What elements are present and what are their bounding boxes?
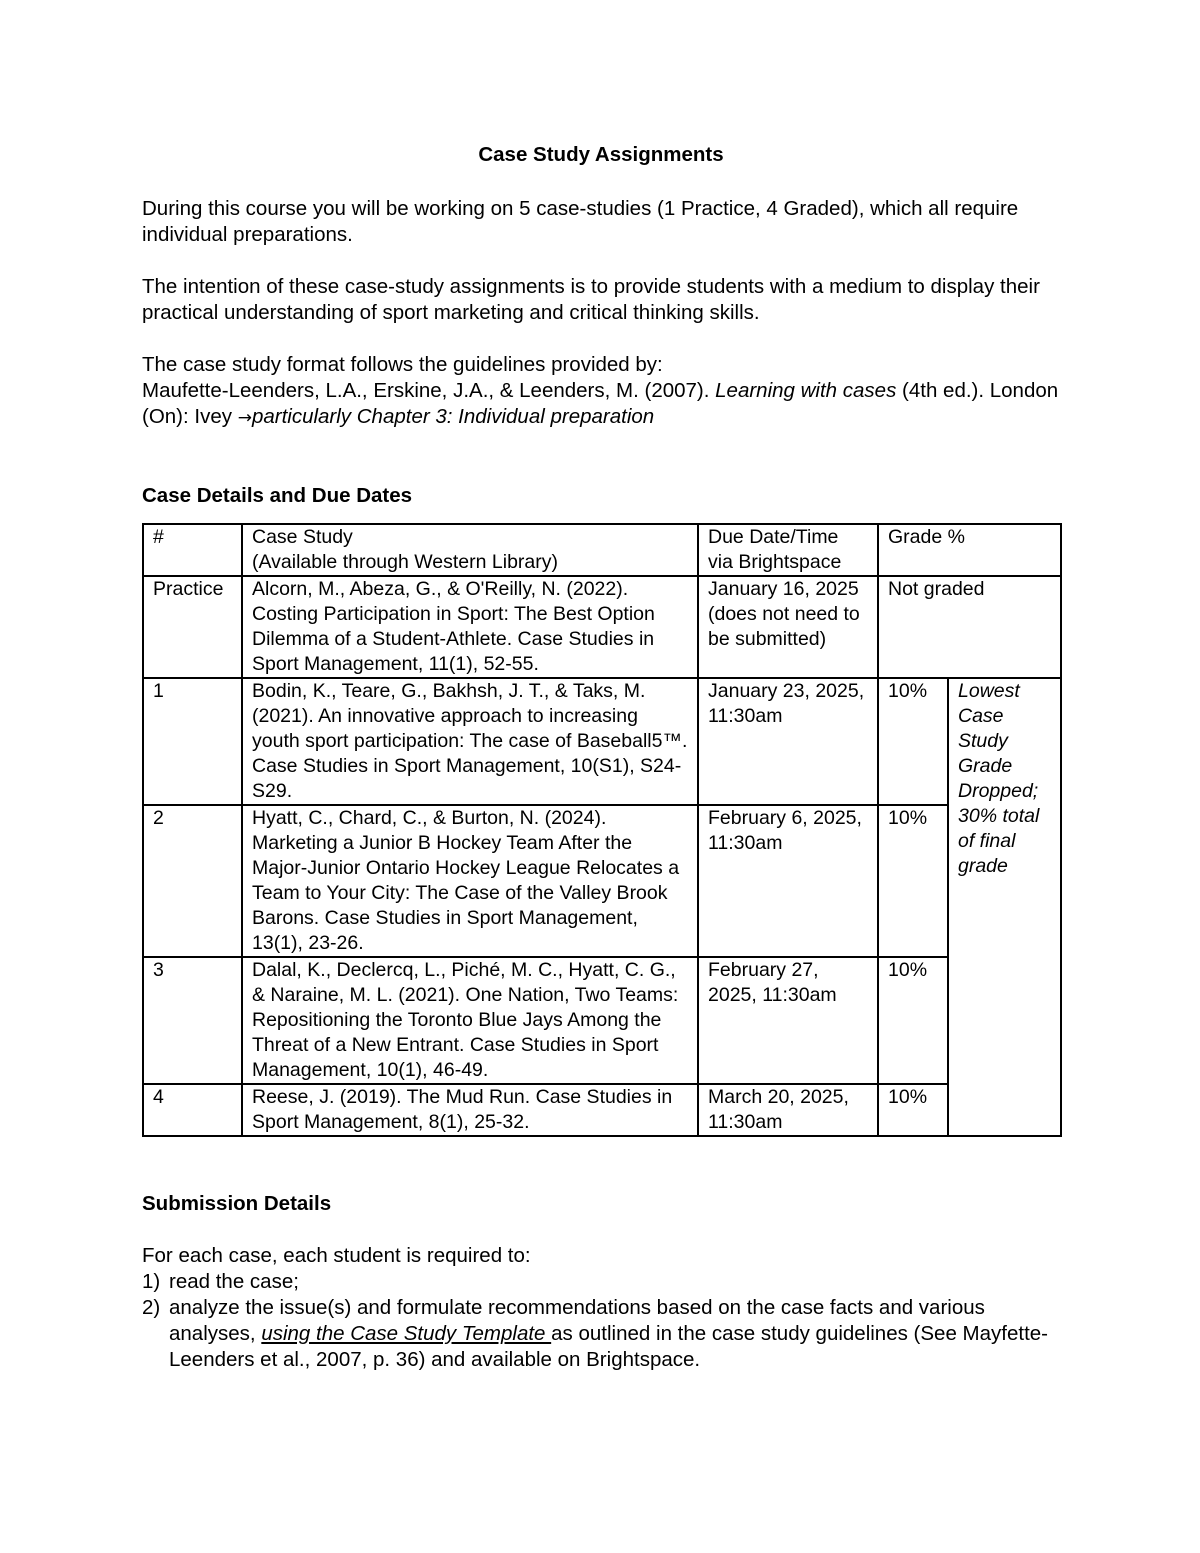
list-item (142, 1295, 1060, 1373)
submission-heading: Submission Details (142, 1192, 332, 1215)
citation-authors: Maufette-Leenders, L.A., Erskine, J.A., & Leenders, M. (2007). (142, 379, 716, 402)
header-case-line2: (Available through Western Library) (252, 551, 559, 573)
intention-paragraph: The intention of these case-study assignments is to provide students with a medium to display their practical understanding of sport marketing and critical thinking skills. (142, 275, 1040, 324)
document-page (142, 140, 1060, 1373)
table-header-row (143, 524, 1061, 576)
citation-note: particularly Chapter 3: Individual preparation (251, 405, 655, 428)
row-due: January 23, 2025, 11:30am (698, 678, 878, 805)
row-case: Alcorn, M., Abeza, G., & O'Reilly, N. (2022). Costing Participation in Sport: The Best Option Dilemma of a Student-Athlete. Case Studies in Sport Management, 11(1), 52-55. (242, 576, 698, 678)
submission-steps (142, 1269, 1060, 1373)
row-due: March 20, 2025, 11:30am (698, 1084, 878, 1136)
case-details-table (142, 523, 1062, 1137)
step-number: 1) (142, 1270, 161, 1293)
row-case: Dalal, K., Declercq, L., Piché, M. C., Hyatt, C. G., & Naraine, M. L. (2021). One Nation, Two Teams: Repositioning the Toronto Blue Jays Among the Threat of a New Entrant. Case Studies in Sport Management, 10(1), 46-49. (242, 957, 698, 1084)
right-arrow-icon: → (237, 408, 252, 428)
citation-book-title: Learning with cases (715, 379, 897, 402)
case-details-heading: Case Details and Due Dates (142, 484, 413, 507)
step-number: 2) (142, 1296, 161, 1319)
row-case: Hyatt, C., Chard, C., & Burton, N. (2024). Marketing a Junior B Hockey Team After the Major-Junior Ontario Hockey League Relocates a Team to Your City: The Case of the Valley Brook Barons. Case Studies in Sport Management, 13(1), 23-26. (242, 805, 698, 957)
table-row (143, 576, 1061, 678)
row-grade: Not graded (878, 576, 1061, 678)
row-num: 2 (143, 805, 242, 957)
row-num: Practice (143, 576, 242, 678)
header-due-line2: via Brightspace (708, 551, 842, 573)
table-row (143, 805, 1061, 957)
row-case: Reese, J. (2019). The Mud Run. Case Studies in Sport Management, 8(1), 25-32. (242, 1084, 698, 1136)
row-num: 3 (143, 957, 242, 1084)
intro-paragraph: During this course you will be working on 5 case-studies (1 Practice, 4 Graded), which all require individual preparations. (142, 197, 1019, 246)
row-num: 4 (143, 1084, 242, 1136)
format-line: The case study format follows the guidelines provided by: (142, 353, 663, 376)
row-grade: 10% (878, 805, 948, 957)
table-row (143, 1084, 1061, 1136)
grade-note: Lowest Case Study Grade Dropped; 30% total of final grade (948, 678, 1061, 1136)
row-grade: 10% (878, 957, 948, 1084)
row-grade: 10% (878, 1084, 948, 1136)
table-row (143, 678, 1061, 805)
header-due-date (698, 524, 878, 576)
citation (142, 378, 1060, 431)
row-grade: 10% (878, 678, 948, 805)
header-case-line1: Case Study (252, 526, 353, 548)
row-case: Bodin, K., Teare, G., Bakhsh, J. T., & Taks, M. (2021). An innovative approach to increasing youth sport participation: The case of Baseball5™. Case Studies in Sport Management, 10(S1), S24-S29. (242, 678, 698, 805)
header-num: # (143, 524, 242, 576)
header-grade: Grade % (878, 524, 1061, 576)
row-due: January 16, 2025 (does not need to be submitted) (698, 576, 878, 678)
step-text: read the case; (169, 1270, 299, 1293)
row-num: 1 (143, 678, 242, 805)
row-due: February 6, 2025, 11:30am (698, 805, 878, 957)
header-due-line1: Due Date/Time (708, 526, 839, 548)
step-text-before: analyze the issue(s) and formulate recommendations based on the case facts and various analyses, (169, 1296, 985, 1345)
page-title: Case Study Assignments (478, 143, 724, 166)
step-text-after: as outlined in the case study guidelines (See Mayfette-Leenders et al., 2007, p. 36) and available on Brightspace. (169, 1322, 1049, 1371)
submission-intro: For each case, each student is required to: (142, 1244, 531, 1267)
table-row (143, 957, 1061, 1084)
row-due: February 27, 2025, 11:30am (698, 957, 878, 1084)
citation-edition: (4th ed.). London (On): Ivey (142, 379, 1059, 428)
case-study-template-link[interactable]: using the Case Study Template (261, 1322, 552, 1345)
header-case-study (242, 524, 698, 576)
list-item (142, 1269, 1060, 1295)
